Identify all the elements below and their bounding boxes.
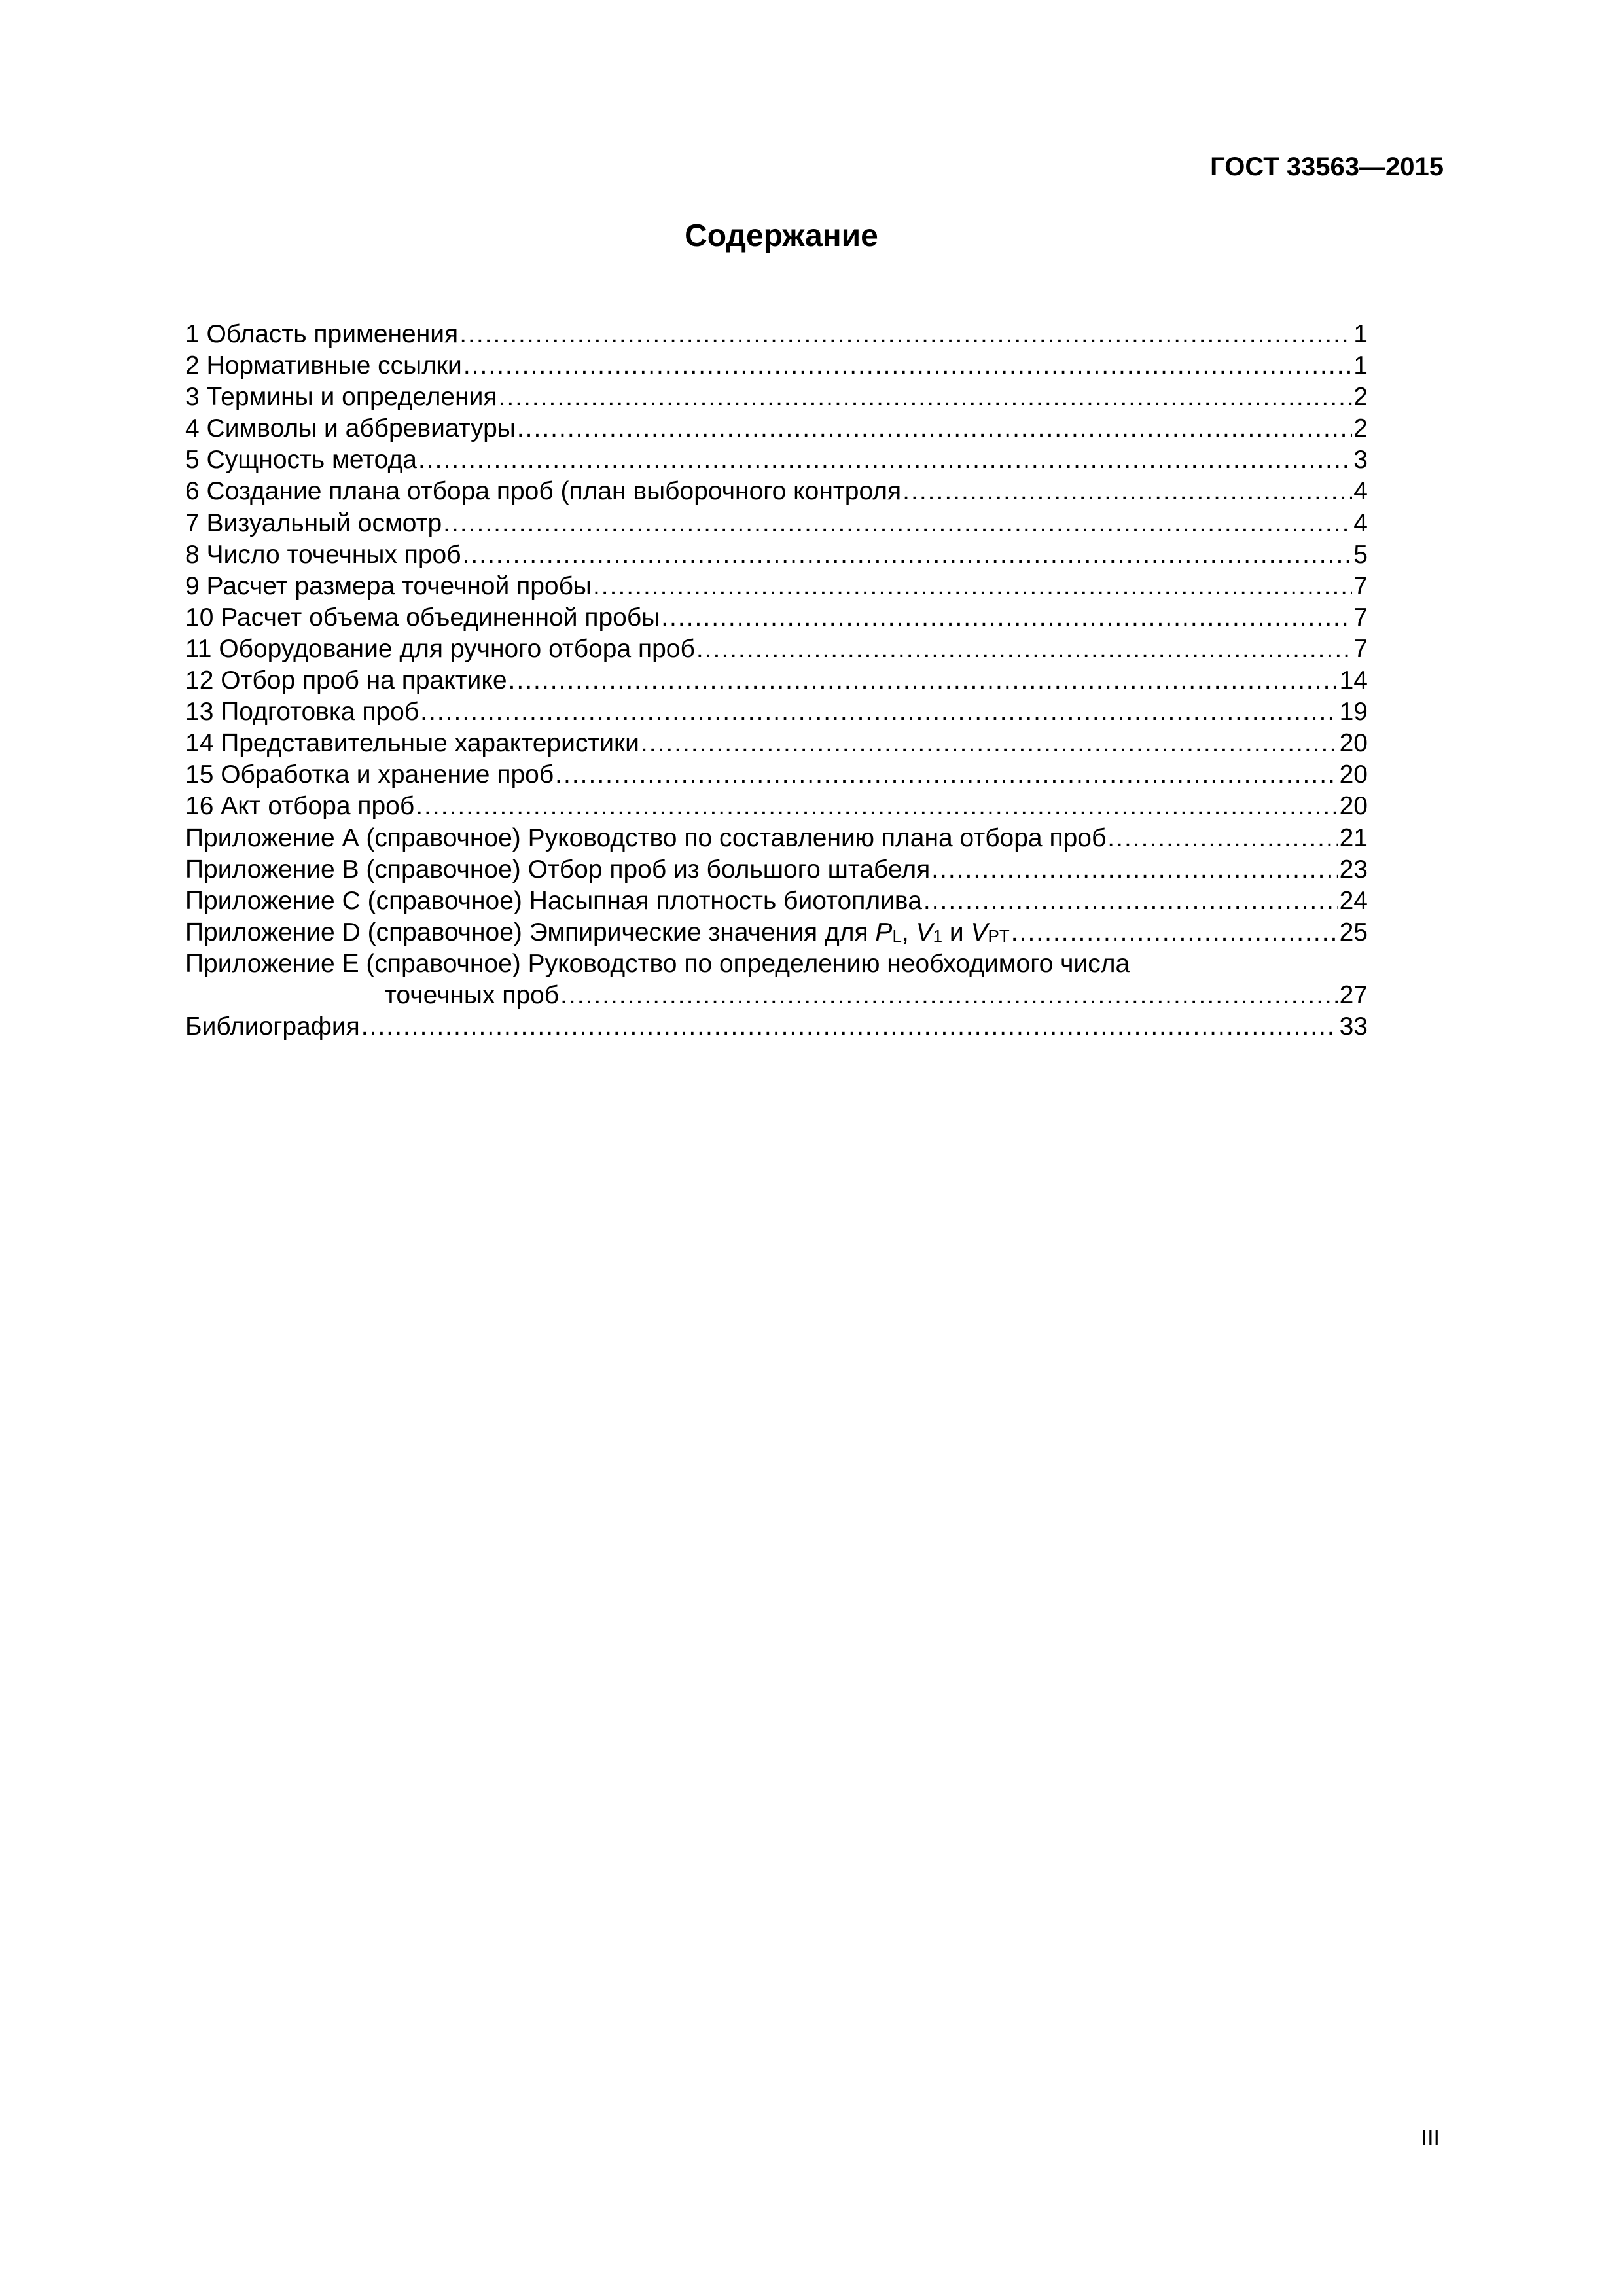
toc-entry-line-1[interactable]: [185, 948, 1368, 980]
toc-entry-page: 23: [1339, 855, 1368, 884]
leader-dots: [1107, 823, 1338, 854]
toc-entry-title: 4 Символы и аббревиатуры: [185, 414, 516, 443]
leader-dots: [443, 508, 1352, 539]
toc-entry[interactable]: [185, 665, 1368, 696]
toc-entry-title-text: Приложение D (справочное) Эмпирические значения для: [185, 918, 876, 946]
toc-entry-page: 24: [1339, 886, 1368, 915]
toc-entry[interactable]: [185, 571, 1368, 602]
leader-dots: [555, 759, 1338, 791]
document-code: ГОСТ 33563—2015: [1210, 152, 1444, 181]
toc-entry[interactable]: [185, 917, 1368, 948]
toc-entry[interactable]: [185, 696, 1368, 728]
toc-entry-title: Приложение А (справочное) Руководство по составлению плана отбора проб: [185, 823, 1107, 852]
toc-entry[interactable]: [185, 728, 1368, 759]
leader-dots: [517, 413, 1352, 444]
toc-entry-page: 27: [1339, 980, 1368, 1009]
toc-entry-page: 4: [1353, 509, 1368, 537]
toc-entry-page: 7: [1353, 634, 1368, 663]
subscript-1: 1: [933, 925, 943, 946]
toc-entry-page: 3: [1353, 446, 1368, 475]
leader-dots: [560, 980, 1338, 1011]
toc-entry-page: 14: [1339, 666, 1368, 695]
toc-entry-page: 20: [1339, 792, 1368, 821]
toc-entry-page: 7: [1353, 571, 1368, 600]
toc-entry-title: 3 Термины и определения: [185, 383, 497, 412]
leader-dots: [902, 476, 1352, 507]
leader-dots: [641, 728, 1338, 759]
toc-entry[interactable]: [185, 350, 1368, 382]
toc-entry-title: 1 Область применения: [185, 320, 459, 348]
table-of-contents: [185, 319, 1368, 1043]
toc-entry[interactable]: [185, 1011, 1368, 1043]
toc-entry-title: 11 Оборудование для ручного отбора проб: [185, 634, 695, 663]
toc-entry-title: 10 Расчет объема объединенной пробы: [185, 603, 660, 632]
toc-entry[interactable]: [185, 508, 1368, 539]
leader-dots: [508, 665, 1338, 696]
toc-entry-page: 21: [1339, 823, 1368, 852]
toc-entry-title: 9 Расчет размера точечной пробы: [185, 571, 592, 600]
toc-entry-title: [185, 917, 1010, 952]
subscript-l: L: [892, 925, 902, 946]
leader-dots: [661, 602, 1352, 634]
toc-entry[interactable]: [185, 539, 1368, 571]
toc-heading: Содержание: [685, 219, 878, 253]
toc-entry-page: 1: [1353, 320, 1368, 348]
toc-entry[interactable]: [185, 382, 1368, 413]
toc-entry[interactable]: [185, 634, 1368, 665]
toc-entry-page: 7: [1353, 603, 1368, 632]
leader-dots: [499, 382, 1353, 413]
toc-entry-title: Приложение В (справочное) Отбор проб из большого штабеля: [185, 855, 931, 884]
toc-entry-title: 5 Сущность метода: [185, 446, 417, 475]
toc-entry[interactable]: [185, 444, 1368, 476]
symbol-v: V: [916, 918, 933, 946]
symbol-separator: и: [942, 918, 971, 946]
toc-entry-title: 15 Обработка и хранение проб: [185, 761, 554, 789]
page-number: III: [1421, 2126, 1440, 2151]
leader-dots: [420, 696, 1338, 728]
toc-entry[interactable]: [185, 413, 1368, 444]
toc-entry-title: Приложение Е (справочное) Руководство по определению необходимого числа: [185, 949, 1130, 978]
toc-entry[interactable]: [185, 319, 1368, 350]
toc-entry-title: 12 Отбор проб на практике: [185, 666, 507, 695]
toc-entry[interactable]: [185, 759, 1368, 791]
toc-entry-title: Библиография: [185, 1013, 360, 1041]
toc-entry[interactable]: [185, 476, 1368, 507]
leader-dots: [418, 444, 1352, 476]
toc-entry[interactable]: [185, 602, 1368, 634]
toc-entry-page: 20: [1339, 761, 1368, 789]
toc-entry-page: 33: [1339, 1013, 1368, 1041]
toc-entry-title: 7 Визуальный осмотр: [185, 509, 442, 537]
symbol-v: V: [971, 918, 988, 946]
toc-entry-page: 20: [1339, 729, 1368, 758]
leader-dots: [463, 350, 1352, 382]
symbol-p: P: [875, 918, 893, 946]
toc-entry[interactable]: [185, 886, 1368, 917]
leader-dots: [931, 854, 1338, 886]
leader-dots: [459, 319, 1352, 350]
toc-entry-page: 25: [1339, 918, 1368, 946]
leader-dots: [416, 791, 1338, 822]
toc-entry-page: 5: [1353, 540, 1368, 569]
toc-entry-title: 8 Число точечных проб: [185, 540, 461, 569]
toc-entry[interactable]: [185, 823, 1368, 854]
toc-entry-page: 2: [1353, 383, 1368, 412]
toc-entry-title: 14 Представительные характеристики: [185, 729, 639, 758]
leader-dots: [361, 1011, 1338, 1043]
subscript-pt: PT: [988, 925, 1010, 946]
toc-entry-title: Приложение С (справочное) Насыпная плотность биотоплива: [185, 886, 922, 915]
leader-dots: [1011, 917, 1338, 948]
leader-dots: [463, 539, 1353, 571]
toc-entry-title: 13 Подготовка проб: [185, 698, 419, 726]
toc-entry[interactable]: [185, 791, 1368, 822]
toc-entry-title: 6 Создание плана отбора проб (план выборочного контроля: [185, 477, 902, 506]
leader-dots: [696, 634, 1352, 665]
toc-entry-page: 1: [1353, 351, 1368, 380]
toc-entry-title: 2 Нормативные ссылки: [185, 351, 462, 380]
toc-entry[interactable]: [185, 854, 1368, 886]
leader-dots: [923, 886, 1338, 917]
toc-entry-page: 19: [1339, 698, 1368, 726]
toc-entry-line-2[interactable]: [185, 980, 1368, 1011]
toc-entry-page: 4: [1353, 477, 1368, 506]
toc-entry-page: 2: [1353, 414, 1368, 443]
symbol-separator: ,: [901, 918, 916, 946]
toc-entry-title-continued: точечных проб: [385, 980, 560, 1009]
toc-entry-title: 16 Акт отбора проб: [185, 792, 415, 821]
leader-dots: [593, 571, 1352, 602]
